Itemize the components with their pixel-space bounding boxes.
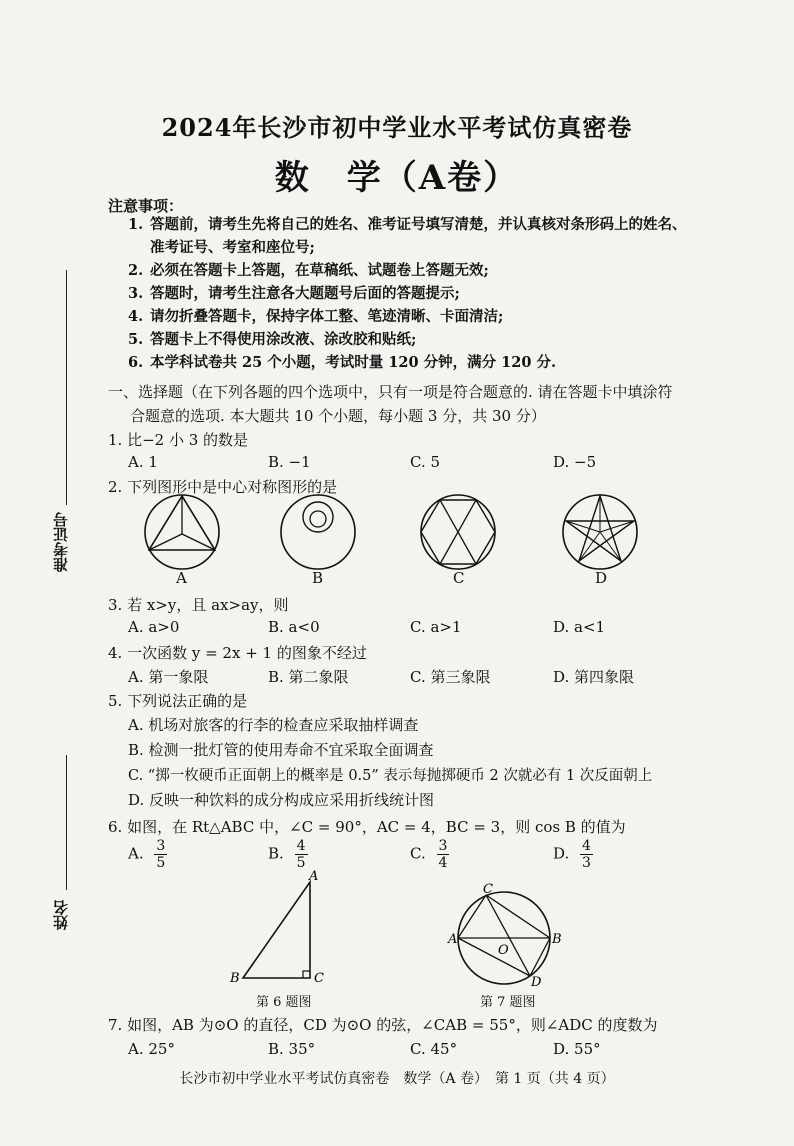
- note-item: 1. 答题前，请考生先将自己的姓名、准考证号填写清楚，并认真核对条形码上的姓名、: [128, 216, 687, 233]
- q1-option-b: B. −1: [268, 453, 311, 471]
- q2-figure-c: [418, 492, 498, 572]
- page-footer: 长沙市初中学业水平考试仿真密卷 数学（A 卷） 第 1 页（共 4 页）: [179, 1071, 615, 1087]
- q4-stem: 4. 一次函数 y = 2x + 1 的图象不经过: [108, 644, 367, 662]
- fig6-label-b: B: [230, 971, 240, 985]
- q2-figure-d: [560, 492, 640, 572]
- exam-id-label: 准考证号: [52, 512, 70, 572]
- fig7-label-o: O: [498, 943, 509, 958]
- fig6-label-a: A: [309, 870, 319, 884]
- q1-stem: 1. 比−2 小 3 的数是: [108, 431, 249, 449]
- q2-figure-b: [278, 492, 358, 572]
- q2-figure-a: [140, 492, 224, 572]
- q3-option-c: C. a>1: [410, 618, 462, 636]
- q5-option-b: B. 检测一批灯管的使用寿命不宜采取全面调查: [128, 741, 434, 759]
- q2-label-b: B: [312, 569, 324, 587]
- q1-option-d: D. −5: [553, 453, 597, 471]
- note-item: 4. 请勿折叠答题卡，保持字体工整、笔迹清晰、卡面清洁;: [128, 308, 504, 325]
- q4-option-d: D. 第四象限: [553, 668, 635, 686]
- exam-subtitle: 数 学（A卷）: [274, 158, 520, 198]
- fig6-label-c: C: [314, 971, 324, 985]
- q7-stem: 7. 如图，AB 为⊙O 的直径，CD 为⊙O 的弦，∠CAB = 55°，则∠ADC 的度数为: [108, 1016, 658, 1034]
- fig7-circle: [446, 880, 566, 990]
- q7-option-c: C. 45°: [410, 1040, 458, 1058]
- name-line: [66, 755, 67, 890]
- note-item: 准考证号、考室和座位号;: [150, 239, 315, 256]
- fig7-caption: 第 7 题图: [480, 995, 536, 1010]
- q6-stem: 6. 如图，在 Rt△ABC 中，∠C = 90°，AC = 4，BC = 3，则 cos B 的值为: [108, 818, 626, 836]
- exam-title: 2024年长沙市初中学业水平考试仿真密卷: [161, 113, 633, 142]
- note-item: 5. 答题卡上不得使用涂改液、涂改胶和贴纸;: [128, 331, 417, 348]
- q5-option-a: A. 机场对旅客的行李的检查应采取抽样调查: [128, 716, 419, 734]
- q4-option-b: B. 第二象限: [268, 668, 349, 686]
- q4-option-c: C. 第三象限: [410, 668, 491, 686]
- q7-option-b: B. 35°: [268, 1040, 316, 1058]
- exam-id-line: [66, 270, 67, 505]
- q2-label-c: C: [453, 569, 465, 587]
- fig6-caption: 第 6 题图: [256, 995, 312, 1010]
- name-label: 姓名: [52, 900, 70, 930]
- q7-option-d: D. 55°: [553, 1040, 601, 1058]
- q6-option-a: A. $\frac{3}{5}$: [128, 838, 166, 871]
- q2-label-d: D: [595, 569, 608, 587]
- q6-option-b: B. $\frac{4}{5}$: [268, 838, 306, 871]
- fig7-label-a: A: [448, 932, 458, 947]
- fig6-triangle: [225, 870, 335, 985]
- q3-stem: 3. 若 x>y，且 ax>ay，则: [108, 596, 289, 614]
- q3-option-d: D. a<1: [553, 618, 606, 636]
- section-heading: 一、选择题（在下列各题的四个选项中，只有一项是符合题意的. 请在答题卡中填涂符 合题意的选项. 本大题共 10 个小题，每小题 3 分，共 30 分）: [108, 383, 673, 425]
- q6-option-c: C. $\frac{3}{4}$: [410, 838, 448, 871]
- note-item: 6. 本学科试卷共 25 个小题，考试时量 120 分钟，满分 120 分.: [128, 354, 557, 371]
- q2-stem: 2. 下列图形中是中心对称图形的是: [108, 478, 338, 496]
- q7-option-a: A. 25°: [128, 1040, 175, 1058]
- note-item: 3. 答题时，请考生注意各大题题号后面的答题提示;: [128, 285, 460, 302]
- q6-option-d: D. $\frac{4}{3}$: [553, 838, 591, 871]
- q5-option-c: C. “掷一枚硬币正面朝上的概率是 0.5” 表示每抛掷硬币 2 次就必有 1 次反面朝上: [128, 768, 653, 784]
- fig7-label-c: C: [483, 882, 493, 897]
- q3-option-b: B. a<0: [268, 618, 320, 636]
- q2-label-a: A: [176, 569, 187, 587]
- fig7-label-d: D: [531, 975, 542, 990]
- note-item: 2. 必须在答题卡上答题，在草稿纸、试题卷上答题无效;: [128, 262, 489, 279]
- q3-option-a: A. a>0: [128, 618, 180, 636]
- q5-stem: 5. 下列说法正确的是: [108, 692, 248, 710]
- q1-option-c: C. 5: [410, 453, 441, 471]
- fig7-label-b: B: [552, 932, 562, 947]
- q4-option-a: A. 第一象限: [128, 668, 209, 686]
- q5-option-d: D. 反映一种饮料的成分构成应采用折线统计图: [128, 791, 435, 809]
- notes-heading: 注意事项：: [108, 197, 184, 215]
- q1-option-a: A. 1: [128, 453, 158, 471]
